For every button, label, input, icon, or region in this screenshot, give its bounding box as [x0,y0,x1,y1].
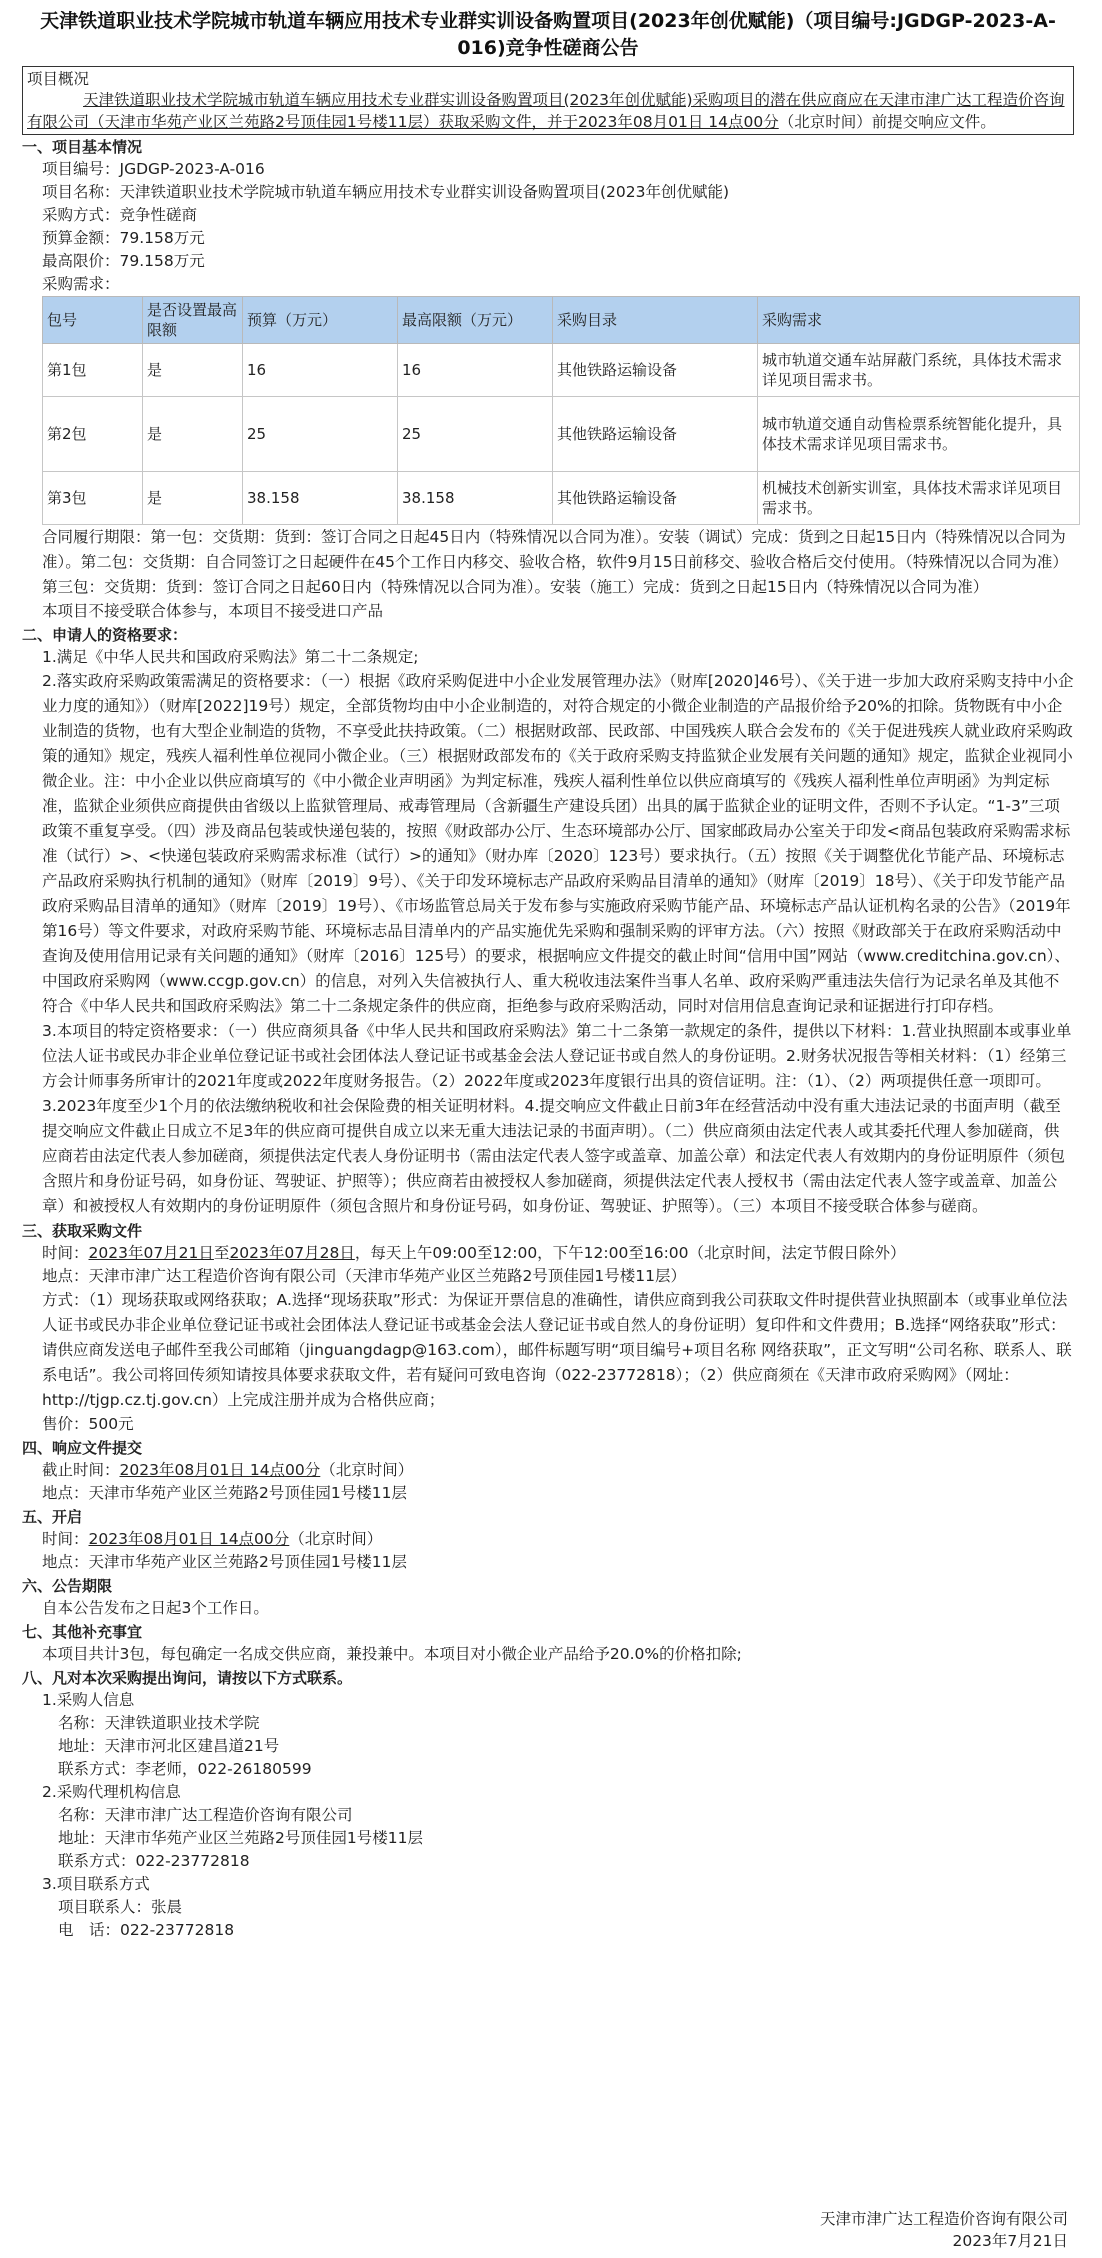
procurement-method: 采购方式：竞争性磋商 [42,206,198,224]
table-row [43,472,1080,525]
overview-box [22,66,1074,135]
agency-heading: 2.采购代理机构信息 [42,1783,181,1801]
obtain-to: 至 [213,1244,230,1262]
agency-contact: 联系方式：022-23772818 [58,1852,250,1870]
table-header: 预算（万元） [243,297,398,344]
section-4-heading: 四、响应文件提交 [22,1439,143,1457]
table-cell: 是 [143,344,243,397]
project-contact-heading: 3.项目联系方式 [42,1875,150,1893]
table-cell: 25 [398,397,553,472]
obtain-method: 方式：（1）现场获取或网络获取；A.选择“现场获取”形式：为保证开票信息的准确性，请供应商到我公司获取文件时提供营业执照副本（或事业单位法人证书或民办非企业单位登记证书或社会团体法人登记证书或基金会法人登记证书或自然人的身份证明）复印件和文件费用；B.选择“网络获取”形式：请供应商发送电子邮件至我公司邮箱（jinguangdagp@163.com），邮件标题写明“项目编号+项目名称 网络获取”，正文写明“公司名称、联系人、联系电话”。我公司将回传须知请按具体要求获取文件，若有疑问可致电咨询（022-23772818）；（2）供应商须在《天津市政府采购网》（网址：http://tjgp.cz.tj.gov.cn）上完成注册并成为合格供应商； [42,1291,1072,1409]
overview-text-a: 天津铁道职业技术学院城市轨道车辆应用技术专业群实训设备购置项目(2023年创优赋能)采购项目的潜在供应商应在天津市津广达工程造价咨询有限公司（天津市华苑产业区兰苑路2号顶佳园1号楼11层）获取采购文件，并于 [27,91,1065,131]
section-2-heading: 二、申请人的资格要求： [22,626,188,644]
budget-amount: 预算金额：79.158万元 [42,229,205,247]
opening-time-tz: （北京时间） [289,1530,383,1548]
table-header: 最高限额（万元） [398,297,553,344]
section-1-heading: 一、项目基本情况 [22,138,143,156]
document-price: 售价：500元 [42,1415,134,1433]
qualification-3: 3.本项目的特定资格要求：（一）供应商须具备《中华人民共和国政府采购法》第二十二条第一款规定的条件，提供以下材料：1.营业执照副本或事业单位法人证书或民办非企业单位登记证书或社会团体法人登记证书或基金会法人登记证书或自然人的身份证明。2.财务状况报告等相关材料：（1）经第三方会计师事务所审计的2021年度或2022年度财务报告。（2）2022年度或2023年度银行出具的资信证明。注：（1）、（2）两项提供任意一项即可。3.2023年度至少1个月的依法缴纳税收和社会保险费的相关证明材料。4.提交响应文件截止日前3年在经营活动中没有重大违法记录的书面声明（截至提交响应文件截止日成立不足3年的供应商可提供自成立以来无重大违法记录的书面声明）。（二）供应商须由法定代表人或其委托代理人参加磋商，供应商若由法定代表人参加磋商，须提供法定代表人身份证明书（需由法定代表人签字或盖章、加盖公章）和法定代表人有效期内的身份证明原件（须包含照片和身份证号码，如身份证、驾驶证、护照等）；供应商若由被授权人参加磋商，须提供法定代表人授权书（需由法定代表人签字或盖章、加盖公章）和被授权人有效期内的身份证明原件（须包含照片和身份证号码，如身份证、驾驶证、护照等）。（三）本项目不接受联合体参与磋商。 [42,1022,1072,1215]
table-header: 采购目录 [553,297,758,344]
obtain-date-from: 2023年07月21日 [88,1244,214,1262]
submit-deadline-label: 截止时间： [42,1461,120,1479]
agency-name: 名称：天津市津广达工程造价咨询有限公司 [58,1806,353,1824]
section-3-heading: 三、获取采购文件 [22,1222,143,1240]
project-contact-person: 项目联系人：张晨 [58,1898,183,1916]
submit-deadline-value: 2023年08月01日 14点00分 [119,1461,321,1479]
table-header: 是否设置最高限额 [143,297,243,344]
obtain-time-label: 时间： [42,1244,89,1262]
page-title: 天津铁道职业技术学院城市轨道车辆应用技术专业群实训设备购置项目(2023年创优赋能)（项目编号:JGDGP-2023-A-016)竞争性磋商公告 [40,10,1056,59]
table-header-row [43,297,1080,344]
table-header: 采购需求 [758,297,1080,344]
notice-period: 自本公告发布之日起3个工作日。 [42,1599,269,1617]
submit-deadline-tz: （北京时间） [320,1461,414,1479]
overview-text-b: （北京时间）前提交响应文件。 [778,113,996,131]
table-cell: 16 [243,344,398,397]
purchaser-name: 名称：天津铁道职业技术学院 [58,1714,260,1732]
overview-text [27,89,1069,133]
table-cell: 是 [143,397,243,472]
table-cell: 其他铁路运输设备 [553,344,758,397]
table-row [43,397,1080,472]
obtain-date-to: 2023年07月28日 [229,1244,355,1262]
purchaser-address: 地址：天津市河北区建昌道21号 [58,1737,280,1755]
table-cell: 是 [143,472,243,525]
opening-time [22,1528,1074,1551]
project-name: 项目名称：天津铁道职业技术学院城市轨道车辆应用技术专业群实训设备购置项目(2023年创优赋能) [42,183,730,201]
obtain-time-rest: ，每天上午09:00至12:00，下午12:00至16:00（北京时间，法定节假日除外） [354,1244,906,1262]
section-5-heading: 五、开启 [22,1508,83,1526]
submit-deadline [22,1459,1074,1482]
requirements-label: 采购需求： [42,275,120,293]
other-matters: 本项目共计3包，每包确定一名成交供应商，兼投兼中。本项目对小微企业产品给予20.0%的价格扣除; [42,1645,742,1663]
agency-address: 地址：天津市华苑产业区兰苑路2号顶佳园1号楼11层 [58,1829,423,1847]
contract-period: 合同履行期限：第一包：交货期：货到：签订合同之日起45日内（特殊情况以合同为准）。安装（调试）完成：货到之日起15日内（特殊情况以合同为准）。第二包：交货期：自合同签订之日起硬件在45个工作日内移交、验收合格，软件9月15日前移交、验收合格后交付使用。（特殊情况以合同为准）第三包：交货期：货到：签订合同之日起60日内（特殊情况以合同为准）。安装（施工）完成：货到之日起15日内（特殊情况以合同为准） [42,528,1068,596]
table-cell: 其他铁路运输设备 [553,472,758,525]
obtain-place: 地点：天津市津广达工程造价咨询有限公司（天津市华苑产业区兰苑路2号顶佳园1号楼11层） [42,1267,686,1285]
table-cell: 其他铁路运输设备 [553,397,758,472]
signature-org: 天津市津广达工程造价咨询有限公司 [819,2210,1068,2228]
table-row [43,344,1080,397]
qualification-1: 1.满足《中华人民共和国政府采购法》第二十二条规定; [42,648,419,666]
section-7-heading: 七、其他补充事宜 [22,1623,143,1641]
table-cell: 第2包 [43,397,143,472]
purchaser-contact: 联系方式：李老师，022-26180599 [58,1760,312,1778]
table-cell: 城市轨道交通车站屏蔽门系统，具体技术需求详见项目需求书。 [758,344,1080,397]
opening-place: 地点：天津市华苑产业区兰苑路2号顶佳园1号楼11层 [42,1553,407,1571]
overview-deadline: 2023年08月01日 14点00分 [577,113,779,131]
max-price: 最高限价：79.158万元 [42,252,205,270]
consortium-note: 本项目不接受联合体参与，本项目不接受进口产品 [42,602,384,620]
table-cell: 38.158 [398,472,553,525]
table-header: 包号 [43,297,143,344]
table-cell: 25 [243,397,398,472]
signature-date: 2023年7月21日 [952,2232,1068,2250]
submit-place: 地点：天津市华苑产业区兰苑路2号顶佳园1号楼11层 [42,1484,407,1502]
table-cell: 第3包 [43,472,143,525]
section-6-heading: 六、公告期限 [22,1577,113,1595]
overview-heading: 项目概况 [27,70,90,88]
obtain-time [22,1242,1074,1265]
table-cell: 第1包 [43,344,143,397]
opening-time-value: 2023年08月01日 14点00分 [88,1530,290,1548]
signature-block [820,2208,1068,2252]
table-cell: 机械技术创新实训室，具体技术需求详见项目需求书。 [758,472,1080,525]
project-number: 项目编号：JGDGP-2023-A-016 [42,160,265,178]
opening-time-label: 时间： [42,1530,89,1548]
section-8-heading: 八、凡对本次采购提出询问，请按以下方式联系。 [22,1669,353,1687]
lots-table [42,296,1080,525]
table-cell: 城市轨道交通自动售检票系统智能化提升，具体技术需求详见项目需求书。 [758,397,1080,472]
table-cell: 38.158 [243,472,398,525]
qualification-2: 2.落实政府采购政策需满足的资格要求：（一）根据《政府采购促进中小企业发展管理办法》（财库[2020]46号）、《关于进一步加大政府采购支持中小企业力度的通知》）（财库[2022]19号）规定，全部货物均由中小企业制造的，对符合规定的小微企业制造的产品报价给予20%的扣除。货物既有中小企业制造的货物，也有大型企业制造的货物，不享受此扶持政策。（二）根据财政部、民政部、中国残疾人联合会发布的《关于促进残疾人就业政府采购政策的通知》规定，残疾人福利性单位视同小微企业。（三）根据财政部发布的《关于政府采购支持监狱企业发展有关问题的通知》规定，监狱企业视同小微企业。注：中小企业以供应商填写的《中小微企业声明函》为判定标准，残疾人福利性单位以供应商填写的《残疾人福利性单位声明函》为判定标准，监狱企业须供应商提供由省级以上监狱管理局、戒毒管理局（含新疆生产建设兵团）出具的属于监狱企业的证明文件，否则不予认定。“1-3”三项政策不重复享受。（四）涉及商品包装或快递包装的，按照《财政部办公厅、生态环境部办公厅、国家邮政局办公室关于印发<商品包装政府采购需求标准（试行）>、<快递包装政府采购需求标准（试行）>的通知》（财办库〔2020〕123号）要求执行。（五）按照《关于调整优化节能产品、环境标志产品政府采购执行机制的通知》（财库〔2019〕9号）、《关于印发环境标志产品政府采购品目清单的通知》（财库〔2019〕18号）、《关于印发节能产品政府采购品目清单的通知》（财库〔2019〕19号）、《市场监管总局关于发布参与实施政府采购节能产品、环境标志产品认证机构名录的公告》（2019年第16号）等文件要求，对政府采购节能、环境标志品目清单内的产品实施优先采购和强制采购的评审方法。（六）按照《财政部关于在政府采购活动中查询及使用信用记录有关问题的通知》（财库〔2016〕125号）的要求，根据响应文件提交的截止时间“信用中国”网站（www.creditchina.gov.cn）、中国政府采购网（www.ccgp.gov.cn）的信息，对列入失信被执行人、重大税收违法案件当事人名单、政府采购严重违法失信行为记录名单及其他不符合《中华人民共和国政府采购法》第二十二条规定条件的供应商，拒绝参与政府采购活动，同时对信用信息查询记录和证据进行打印存档。 [42,672,1074,1015]
project-contact-phone: 电 话：022-23772818 [58,1921,235,1939]
table-cell: 16 [398,344,553,397]
purchaser-heading: 1.采购人信息 [42,1691,135,1709]
